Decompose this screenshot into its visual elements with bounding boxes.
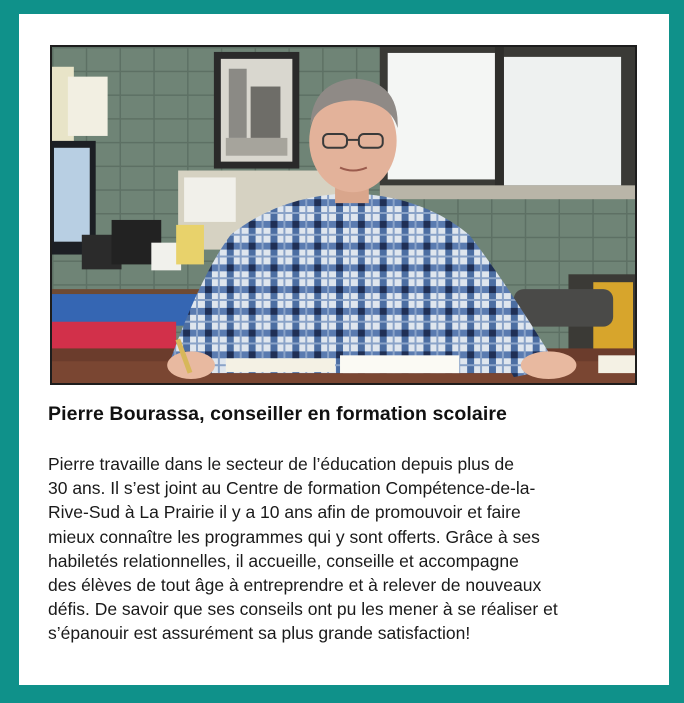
profile-title: Pierre Bourassa, conseiller en formation scolaire	[48, 403, 507, 425]
description-line: 30 ans. Il s’est joint au Centre de formation Compétence-de-la-	[48, 478, 536, 499]
description-line: Rive-Sud à La Prairie il y a 10 ans afin de promouvoir et faire	[48, 502, 521, 523]
photo-illustration	[52, 47, 635, 383]
description-line: s’épanouir est assurément sa plus grande satisfaction!	[48, 623, 471, 644]
profile-description	[48, 452, 648, 646]
description-line: défis. De savoir que ses conseils ont pu les mener à se réaliser et	[48, 599, 558, 620]
profile-photo	[50, 45, 637, 385]
description-line: Pierre travaille dans le secteur de l’éducation depuis plus de	[48, 454, 514, 474]
profile-card	[19, 14, 669, 685]
description-line: des élèves de tout âge à entreprendre et à relever de nouveaux	[48, 575, 542, 596]
description-line: habiletés relationnelles, il accueille, conseille et accompagne	[48, 550, 519, 571]
description-line: mieux connaître les programmes qui y sont offerts. Grâce à ses	[48, 526, 540, 547]
